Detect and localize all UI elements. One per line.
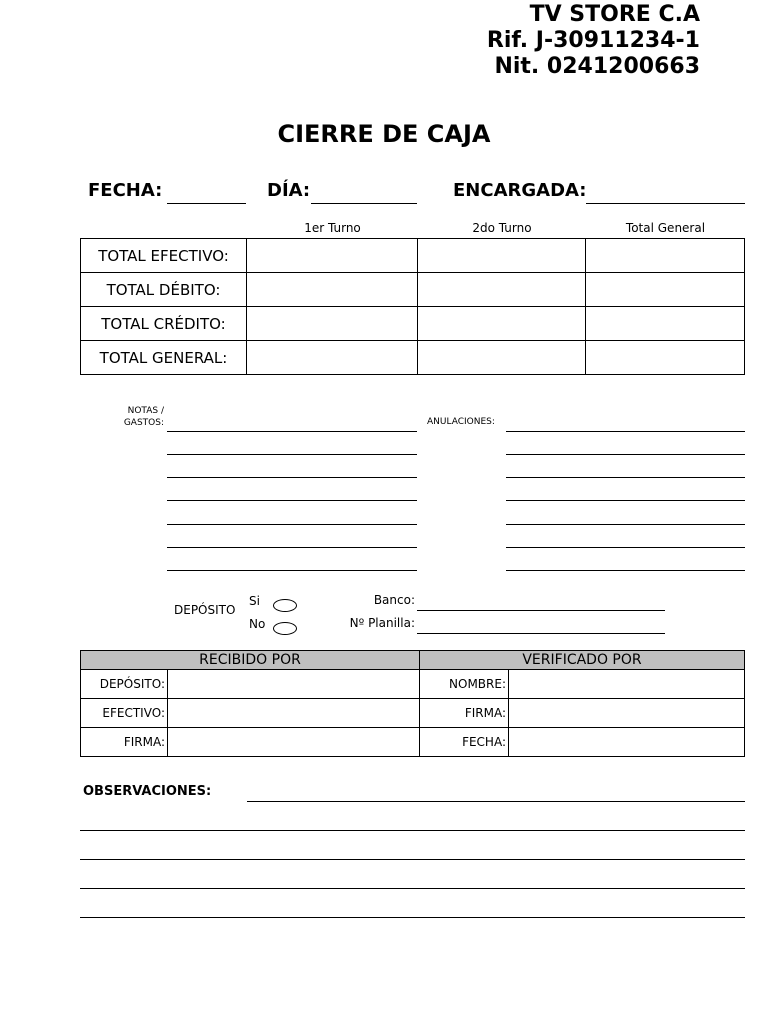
- table-row: [81, 699, 745, 728]
- notas-line[interactable]: [167, 500, 417, 501]
- no-radio[interactable]: [273, 622, 297, 635]
- verificado-header: VERIFICADO POR: [420, 651, 745, 670]
- cell-efectivo-1er[interactable]: [247, 239, 418, 273]
- row-label: EFECTIVO:: [81, 699, 168, 728]
- row-label: TOTAL GENERAL:: [81, 341, 247, 375]
- fecha-field[interactable]: [167, 203, 246, 204]
- notas-line[interactable]: [167, 477, 417, 478]
- verificado-fecha-cell[interactable]: [509, 728, 745, 757]
- receipt-table: [80, 650, 745, 757]
- observaciones-line[interactable]: [80, 888, 745, 889]
- table-row: [81, 670, 745, 699]
- encargada-label: ENCARGADA:: [453, 180, 587, 201]
- recibido-firma-cell[interactable]: [168, 728, 420, 757]
- notas-line[interactable]: [167, 547, 417, 548]
- notas-line[interactable]: [167, 454, 417, 455]
- notas-label-line2: GASTOS:: [123, 418, 164, 428]
- cell-credito-2do[interactable]: [418, 307, 586, 341]
- anulaciones-line[interactable]: [506, 547, 745, 548]
- si-radio[interactable]: [273, 599, 297, 612]
- observaciones-line[interactable]: [80, 917, 745, 918]
- cell-general-2do[interactable]: [418, 341, 586, 375]
- row-label: FECHA:: [420, 728, 509, 757]
- dia-label: DÍA:: [267, 180, 311, 201]
- cell-debito-2do[interactable]: [418, 273, 586, 307]
- dia-field[interactable]: [311, 203, 417, 204]
- company-rif: Rif. J-30911234-1: [486, 28, 700, 53]
- totals-table: [80, 238, 745, 375]
- anulaciones-line[interactable]: [506, 524, 745, 525]
- observaciones-line[interactable]: [80, 830, 745, 831]
- observaciones-label: OBSERVACIONES:: [83, 784, 212, 799]
- notas-label-line1: NOTAS /: [127, 406, 164, 416]
- cell-general-total[interactable]: [586, 341, 745, 375]
- planilla-field[interactable]: [417, 633, 665, 634]
- col-head-1er-turno: 1er Turno: [304, 221, 361, 235]
- notas-line[interactable]: [167, 570, 417, 571]
- recibido-deposito-cell[interactable]: [168, 670, 420, 699]
- table-header-row: [81, 651, 745, 670]
- row-label: TOTAL DÉBITO:: [81, 273, 247, 307]
- si-label: Si: [249, 594, 260, 608]
- col-head-total-general: Total General: [625, 221, 706, 235]
- company-nit: Nit. 0241200663: [494, 54, 700, 79]
- banco-field[interactable]: [417, 610, 665, 611]
- no-label: No: [249, 617, 266, 631]
- table-row: [81, 307, 745, 341]
- verificado-nombre-cell[interactable]: [509, 670, 745, 699]
- anulaciones-line[interactable]: [506, 477, 745, 478]
- observaciones-line[interactable]: [247, 801, 745, 802]
- col-head-2do-turno: 2do Turno: [472, 221, 532, 235]
- banco-label: Banco:: [373, 593, 415, 607]
- table-row: [81, 239, 745, 273]
- company-name: TV STORE C.A: [529, 2, 700, 27]
- row-label: TOTAL CRÉDITO:: [81, 307, 247, 341]
- cell-debito-total[interactable]: [586, 273, 745, 307]
- anulaciones-line[interactable]: [506, 431, 745, 432]
- recibido-efectivo-cell[interactable]: [168, 699, 420, 728]
- cell-efectivo-2do[interactable]: [418, 239, 586, 273]
- page-title: CIERRE DE CAJA: [277, 120, 491, 148]
- table-row: [81, 273, 745, 307]
- encargada-field[interactable]: [586, 203, 745, 204]
- table-row: [81, 728, 745, 757]
- cell-debito-1er[interactable]: [247, 273, 418, 307]
- row-label: FIRMA:: [420, 699, 509, 728]
- anulaciones-line[interactable]: [506, 454, 745, 455]
- deposito-label: DEPÓSITO: [174, 603, 236, 617]
- observaciones-line[interactable]: [80, 859, 745, 860]
- anulaciones-label: ANULACIONES:: [427, 417, 495, 427]
- cell-credito-1er[interactable]: [247, 307, 418, 341]
- notas-line[interactable]: [167, 431, 417, 432]
- anulaciones-line[interactable]: [506, 500, 745, 501]
- table-row: [81, 341, 745, 375]
- anulaciones-line[interactable]: [506, 570, 745, 571]
- row-label: DEPÓSITO:: [81, 670, 168, 699]
- recibido-header: RECIBIDO POR: [81, 651, 420, 670]
- row-label: FIRMA:: [81, 728, 168, 757]
- notas-label: [100, 405, 164, 429]
- cell-efectivo-total[interactable]: [586, 239, 745, 273]
- verificado-firma-cell[interactable]: [509, 699, 745, 728]
- cell-credito-total[interactable]: [586, 307, 745, 341]
- notas-line[interactable]: [167, 524, 417, 525]
- row-label: TOTAL EFECTIVO:: [81, 239, 247, 273]
- cell-general-1er[interactable]: [247, 341, 418, 375]
- row-label: NOMBRE:: [420, 670, 509, 699]
- fecha-label: FECHA:: [88, 180, 163, 201]
- planilla-label: Nº Planilla:: [349, 616, 415, 630]
